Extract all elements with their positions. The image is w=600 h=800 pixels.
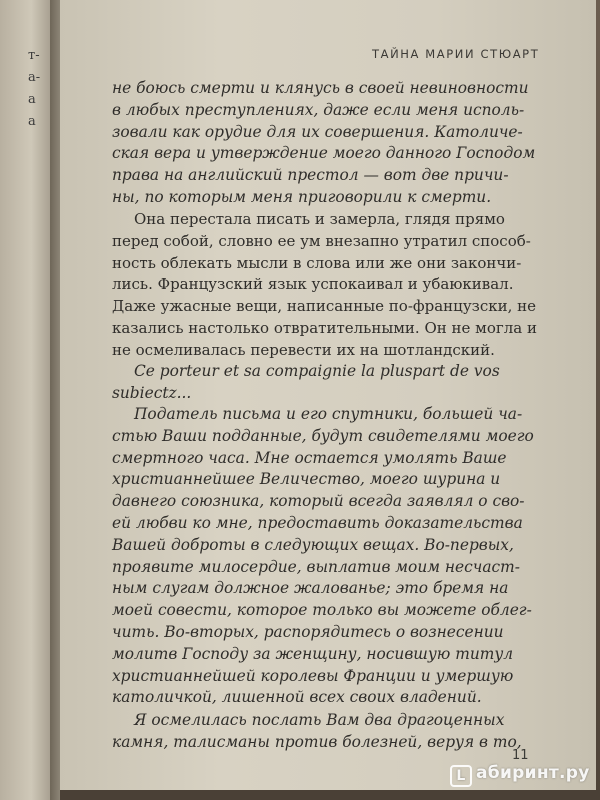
text-line: ность облекать мысли в слова или же они закончи- [112,253,522,272]
text-line: не осмеливалась перевести их на шотландский. [112,340,495,359]
left-fragment: а [28,114,36,129]
letter-paragraph-3 [112,710,524,754]
narrative-paragraph [112,209,537,362]
text-line: Даже ужасные вещи, написанные по-французски, не [112,297,537,316]
text-line: давнего союзника, который всегда заявлял о сво- [112,492,525,511]
text-line: стью Ваши подданные, будут свидетелями моего [112,426,534,445]
text-line: молитв Господу за женщину, носившую титул [112,644,514,663]
text-line: в любых преступлениях, даже если меня исполь- [112,100,525,119]
text-line: ным слугам должное жалованье; это бремя на [112,579,509,598]
labirint-watermark [450,763,590,787]
text-line: subiectz... [112,383,192,402]
letter-paragraph-2 [112,404,534,709]
page-number: 11 [512,748,529,763]
text-line: моей совести, которое только вы можете облег- [112,601,532,620]
text-line: казались настолько отвратительными. Он не могла и [112,318,537,337]
text-line: ская вера и утверждение моего данного Господом [112,144,536,163]
text-line: перед собой, словно ее ум внезапно утратил способ- [112,231,531,250]
letter-paragraph-1 [112,78,536,209]
text-line: права на английский престол — вот две причи- [112,166,509,185]
french-quote-paragraph [112,361,524,405]
text-line: ны, по которым меня приговорили к смерти. [112,187,492,206]
text-line: Ce porteur et sa compaignie la pluspart de vos [134,362,500,380]
left-fragment: а- [28,70,41,85]
left-fragment: а [28,92,36,107]
table-surface [60,790,600,800]
text-line: Податель письма и его спутники, большей ча- [134,405,523,423]
text-line: зовали как орудие для их совершения. Католиче- [112,122,523,141]
running-head: ТАЙНА МАРИИ СТЮАРТ [372,47,540,61]
text-line: чить. Во-вторых, распорядитесь о вознесении [112,622,504,641]
text-line: не боюсь смерти и клянусь в своей невиновности [112,79,529,97]
text-line: ей любви ко мне, предоставить доказательства [112,513,523,532]
left-page-edge [0,0,52,800]
text-line: Я осмелилась послать Вам два драгоценных [134,711,505,729]
text-line: католичкой, лишенной всех своих владений. [112,688,482,707]
text-line: лись. Французский язык успокаивал и убаюкивал. [112,275,514,294]
left-fragment: т- [28,48,40,63]
text-line: смертного часа. Мне остается умолять Ваше [112,448,507,467]
text-line: христианнейшей королевы Франции и умершую [112,666,514,685]
text-line: камня, талисманы против болезней, веруя в то, [112,732,522,751]
text-line: христианнейшее Величество, моего шурина и [112,470,501,489]
text-line: Вашей доброты в следующих вещах. Во-первых, [112,535,514,554]
text-line: проявите милосердие, выплатив моим несчаст- [112,557,520,576]
text-line: Она перестала писать и замерла, глядя прямо [134,210,505,228]
watermark-text: абиринт.ру [476,763,590,783]
left-page-fragments [28,45,50,133]
labirint-logo-icon: L [450,765,472,787]
